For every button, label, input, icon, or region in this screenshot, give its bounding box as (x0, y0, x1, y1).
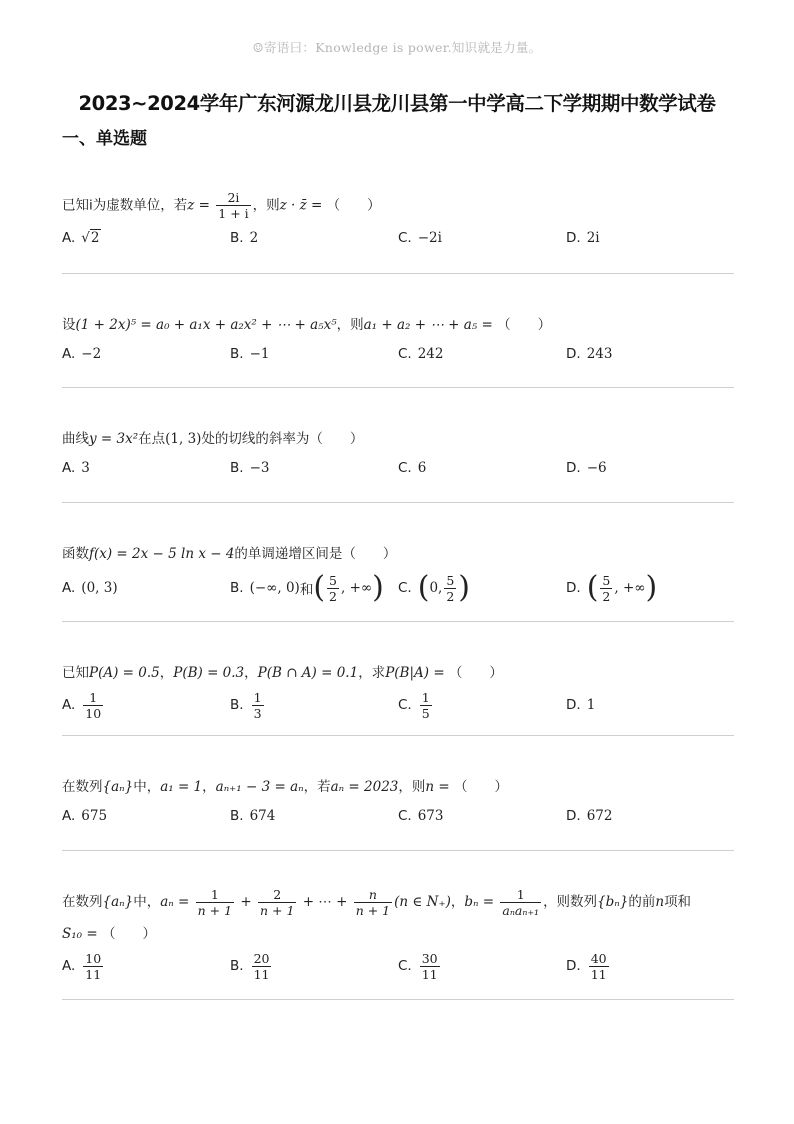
options-row (62, 566, 734, 610)
question-stem: 已知P(A) = 0.5，P(B) = 0.3，P(B ∩ A) = 0.1，求P(B|A) = （ ） (62, 665, 503, 681)
divider (62, 850, 734, 851)
fraction: $\frac{2i}{1 + i}$ (218, 190, 249, 221)
options-row (62, 221, 734, 255)
question-6 (62, 775, 734, 833)
option-c[interactable]: C. 673 (398, 808, 444, 824)
question-stem: 在数列{aₙ}中，aₙ = $\frac{1}{n + 1}$ + $\frac{2}{n + 1}$ + ⋯ + $\frac{n}{n + 1}$ (n ∈ N₊)，bₙ = $\frac{1}{\text{aₙaₙ₊₁}}$ ，则数列{bₙ}的前n项和 (62, 886, 692, 918)
option-a[interactable]: A. (0, 3) (62, 580, 118, 596)
option-c[interactable]: C. −2i (398, 230, 442, 246)
option-d[interactable]: D. −6 (566, 460, 607, 476)
option-b[interactable]: B. −3 (230, 460, 270, 476)
option-d[interactable]: D. 672 (566, 808, 613, 824)
option-a[interactable]: A. 675 (62, 808, 108, 824)
option-b[interactable]: B. (−∞, 0) 和 ( $\frac{5}{2}$ , +∞ ) (230, 570, 384, 605)
divider (62, 273, 734, 274)
option-c[interactable]: C. $\frac{1}{5}$ (398, 689, 430, 721)
option-d[interactable]: D. 1 (566, 697, 596, 713)
divider (62, 999, 734, 1000)
fraction: $\frac{10}{11}$ (85, 950, 102, 982)
fraction: $\frac{2}{n + 1}$ (259, 886, 295, 918)
fraction: $\frac{1}{5}$ (421, 689, 430, 721)
fraction: $\frac{40}{11}$ (590, 950, 607, 982)
divider (62, 621, 734, 622)
options-row (62, 451, 734, 485)
fraction: $\frac{20}{11}$ (253, 950, 270, 982)
divider (62, 735, 734, 736)
option-d[interactable]: D. 243 (566, 346, 613, 362)
options-row (62, 685, 734, 725)
option-d[interactable]: D. 2i (566, 230, 600, 246)
option-d[interactable]: D. ( $\frac{5}{2}$ , +∞ ) (566, 570, 658, 605)
fraction: $\frac{1}{10}$ (85, 689, 102, 721)
option-c[interactable]: C. ( 0, $\frac{5}{2}$ ) (398, 570, 470, 605)
options-row (62, 799, 734, 833)
question-2 (62, 313, 734, 371)
question-5 (62, 661, 734, 725)
sqrt-expression: √2 (81, 230, 100, 246)
question-stem: 函数f(x) = 2x − 5 ln x − 4的单调递增区间是（ ） (62, 546, 397, 562)
question-7 (62, 882, 734, 986)
question-stem: 设(1 + 2x)⁵ = a₀ + a₁x + a₂x² + ⋯ + a₅x⁵，则a₁ + a₂ + ⋯ + a₅ = （ ） (62, 317, 552, 333)
option-d[interactable]: D. $\frac{40}{11}$ (566, 950, 607, 982)
fraction: $\frac{1}{3}$ (253, 689, 262, 721)
page-title: 2023~2024学年广东河源龙川县龙川县第一中学高二下学期期中数学试卷 (78, 92, 716, 115)
divider (62, 502, 734, 503)
question-stem: 曲线y = 3x²在点(1, 3)处的切线的斜率为（ ） (62, 431, 364, 447)
divider (62, 387, 734, 388)
option-b[interactable]: B. $\frac{20}{11}$ (230, 950, 270, 982)
question-3 (62, 427, 734, 485)
question-4 (62, 542, 734, 610)
option-b[interactable]: B. 2 (230, 230, 259, 246)
fraction: $\frac{5}{2}$ (446, 572, 455, 604)
option-a[interactable]: A. 3 (62, 460, 90, 476)
question-1 (62, 190, 734, 255)
fraction: $\frac{1}{\text{aₙaₙ₊₁}}$ (502, 886, 540, 918)
options-row (62, 337, 734, 371)
option-b[interactable]: B. −1 (230, 346, 270, 362)
watermark-text: ☺寄语曰：Knowledge is power.知识就是力量。 (252, 40, 542, 55)
fraction: $\frac{30}{11}$ (421, 950, 438, 982)
option-c[interactable]: C. 6 (398, 460, 427, 476)
fraction: $\frac{n}{n + 1}$ (355, 886, 391, 918)
fraction: $\frac{5}{2}$ (329, 572, 337, 604)
question-stem: 在数列{aₙ}中，a₁ = 1，aₙ₊₁ − 3 = aₙ，若aₙ = 2023，则n = （ ） (62, 779, 508, 795)
option-a[interactable]: A. −2 (62, 346, 102, 362)
options-row (62, 946, 734, 986)
question-stem-line2: S₁₀ = （ ） (62, 926, 156, 942)
question-stem: 已知i为虚数单位，若z = $\frac{2i}{1 + i}$ ，则z · z̄ = （ ） (62, 190, 381, 221)
option-a[interactable]: A. $\frac{10}{11}$ (62, 950, 102, 982)
fraction: $\frac{1}{n + 1}$ (197, 886, 233, 918)
fraction: $\frac{5}{2}$ (602, 572, 611, 604)
option-c[interactable]: C. 242 (398, 346, 444, 362)
option-a[interactable]: A. $\frac{1}{10}$ (62, 689, 102, 721)
option-a[interactable]: A. √2 (62, 230, 100, 246)
option-b[interactable]: B. 674 (230, 808, 276, 824)
section-heading: 一、单选题 (62, 129, 147, 149)
option-c[interactable]: C. $\frac{30}{11}$ (398, 950, 438, 982)
option-b[interactable]: B. $\frac{1}{3}$ (230, 689, 262, 721)
